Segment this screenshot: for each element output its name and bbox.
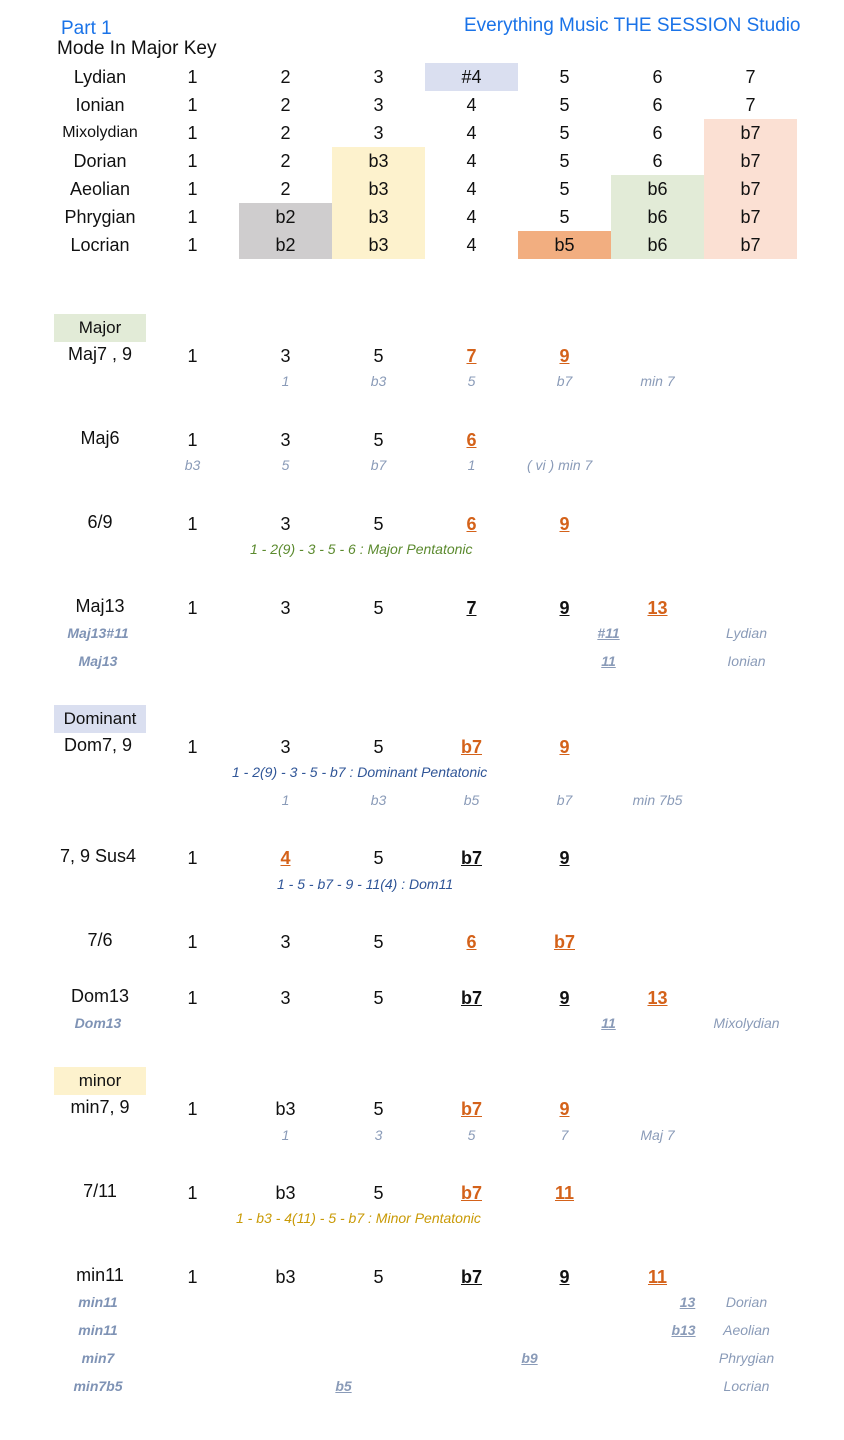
variant-mode: Ionian [727,653,766,669]
mode-degree-cell: #4 [425,63,518,91]
chord-tone: 1 [187,514,198,534]
mode-degree-cell: 3 [373,67,384,87]
chord-variant: Maj13#11 [67,625,129,641]
scale-note: 1 - b3 - 4(11) - 5 - b7 : Minor Pentatonic [236,1210,481,1226]
mode-name: Locrian [70,235,130,255]
chord-tone: 3 [280,598,291,618]
chord-tone-ext: 6 [466,430,477,450]
relative-chord: Maj 7 [640,1127,675,1143]
chord-tone: b3 [275,1267,296,1287]
relative-degree: 5 [281,457,290,473]
variant-mode: Dorian [725,1294,768,1310]
scale-note: 1 - 2(9) - 3 - 5 - 6 : Major Pentatonic [250,541,473,557]
chord-tone: 1 [187,848,198,868]
relative-chord: ( vi ) min 7 [527,457,593,473]
chord-name: 7/11 [83,1181,117,1201]
relative-degree: b7 [556,373,573,389]
mode-degree-cell: b3 [332,147,425,175]
chord-variant: min11 [78,1294,118,1310]
mode-degree-cell: b7 [704,119,797,147]
mode-degree-cell: 3 [373,123,384,143]
scale-note: 1 - 5 - b7 - 9 - 11(4) : Dom11 [277,876,454,892]
mode-degree-cell: b6 [611,175,704,203]
mode-degree-cell: b7 [704,203,797,231]
mode-name: Phrygian [64,207,136,227]
chord-tone-ext: 7 [466,346,477,366]
chord-tone-ext: b7 [460,737,482,757]
mode-name: Aeolian [69,179,131,199]
chord-tone-ext: b7 [553,932,575,952]
mode-degree-cell: b5 [518,231,611,259]
chord-tone: 5 [373,1099,384,1119]
chord-name: Maj13 [75,596,125,616]
relative-degree: b3 [370,373,387,389]
chord-variant: min11 [78,1322,118,1338]
variant-extension: 13 [679,1294,696,1310]
chord-tone-ext: 9 [559,346,570,366]
brand-title: Everything Music THE SESSION Studio [464,15,801,36]
chord-name: 7, 9 Sus4 [59,846,137,866]
mode-degree-cell: 5 [559,151,570,171]
mode-degree-cell: 1 [187,123,198,143]
chord-tone: 3 [280,737,291,757]
chord-name: min7, 9 [70,1097,130,1117]
variant-mode: Aeolian [723,1322,770,1338]
mode-degree-cell: 1 [187,179,198,199]
chord-tone-ext: 13 [647,598,668,618]
variant-extension: b5 [335,1378,352,1394]
chord-tone: 3 [280,988,291,1008]
mode-degree-cell: 7 [745,67,756,87]
chord-tone-ext: 9 [559,514,570,534]
chord-tone: 5 [373,1267,384,1287]
mode-degree-cell: 2 [280,95,291,115]
chord-name: Dom13 [70,986,130,1006]
chord-tone-ext: 6 [466,514,477,534]
chord-tone: 5 [373,514,384,534]
mode-degree-cell: 5 [559,67,570,87]
mode-degree-cell: 2 [280,179,291,199]
variant-mode: Lydian [725,625,767,641]
chord-tone-ext: 9 [559,737,570,757]
chord-tone: 5 [373,737,384,757]
mode-name: Lydian [73,67,127,87]
chord-tone: 5 [373,598,384,618]
variant-mode: Mixolydian [713,1015,780,1031]
mode-degree-cell: 5 [559,95,570,115]
variant-extension: b9 [521,1350,538,1366]
variant-extension: 11 [601,653,616,669]
mode-degree-cell: 4 [466,151,477,171]
relative-chord: min 7 [640,373,675,389]
chord-tone-ext: 9 [559,848,570,868]
variant-extension: #11 [597,625,620,641]
chord-name: Maj6 [80,428,120,448]
relative-degree: 5 [467,373,476,389]
chord-tone: 5 [373,346,384,366]
mode-degree-cell: 6 [652,123,663,143]
mode-degree-cell: 1 [187,67,198,87]
variant-mode: Phrygian [718,1350,775,1366]
chord-tone-ext: 9 [559,1267,570,1287]
mode-degree-cell: b7 [704,231,797,259]
chord-tone: b3 [275,1099,296,1119]
chord-tone: 1 [187,430,198,450]
chord-tone-ext: 9 [559,1099,570,1119]
chord-name: 6/9 [87,512,113,532]
chord-variant: min7b5 [73,1378,123,1394]
mode-degree-cell: 6 [652,67,663,87]
chord-name: Dom7, 9 [63,735,133,755]
chord-tone-ext: 7 [466,598,477,618]
chord-tone: 1 [187,1267,198,1287]
mode-degree-cell: 6 [652,95,663,115]
chord-tone: 1 [187,988,198,1008]
variant-mode: Locrian [723,1378,770,1394]
mode-degree-cell: b3 [332,231,425,259]
mode-degree-cell: b7 [704,175,797,203]
chord-tone: 3 [280,514,291,534]
mode-degree-cell: 4 [466,179,477,199]
chord-tone-ext: 11 [554,1183,575,1203]
mode-degree-cell: 7 [745,95,756,115]
relative-degree: 1 [281,373,290,389]
section-dominant: Dominant [54,705,146,733]
relative-degree: b3 [184,457,201,473]
relative-degree: b3 [370,792,387,808]
chord-tone: 5 [373,988,384,1008]
chord-tone-ext: b7 [460,848,482,868]
relative-degree: 7 [560,1127,569,1143]
chord-tone: 1 [187,932,198,952]
chord-tone-ext: b7 [460,1099,482,1119]
chord-tone-ext: b7 [460,988,482,1008]
mode-degree-cell: 2 [280,67,291,87]
chord-tone: 3 [280,430,291,450]
section-major: Major [54,314,146,342]
chord-tone-ext: 4 [280,848,291,868]
mode-degree-cell: 6 [652,151,663,171]
mode-degree-cell: b7 [704,147,797,175]
chord-tone: 1 [187,1099,198,1119]
mode-degree-cell: 3 [373,95,384,115]
mode-name: Mixolydian [62,124,138,141]
chord-tone: 1 [187,346,198,366]
mode-degree-cell: b3 [332,175,425,203]
relative-degree: b5 [463,792,480,808]
chord-tone-ext: b7 [460,1183,482,1203]
relative-degree: 1 [281,1127,290,1143]
mode-degree-cell: 4 [466,235,477,255]
mode-degree-cell: 1 [187,235,198,255]
chord-name: min11 [76,1265,124,1285]
chord-name: 7/6 [87,930,113,950]
chord-variant: min7 [81,1350,115,1366]
mode-degree-cell: 1 [187,95,198,115]
chord-variant: Dom13 [74,1015,122,1031]
modes-title: Mode In Major Key [57,38,217,59]
mode-degree-cell: b2 [239,231,332,259]
chord-tone: 5 [373,848,384,868]
section-minor: minor [54,1067,146,1095]
chord-tone: 1 [187,737,198,757]
chord-tone-ext: 11 [647,1267,668,1287]
variant-extension: b13 [671,1322,696,1338]
mode-degree-cell: 5 [559,179,570,199]
mode-degree-cell: b6 [611,203,704,231]
chord-tone: 3 [280,932,291,952]
mode-degree-cell: 1 [187,151,198,171]
mode-degree-cell: 5 [559,207,570,227]
chord-tone-ext: 6 [466,932,477,952]
chord-tone: 5 [373,430,384,450]
chord-tone: 3 [280,346,291,366]
chord-tone: 5 [373,932,384,952]
chord-name: Maj7 , 9 [67,344,133,364]
chord-tone-ext: b7 [460,1267,482,1287]
chord-tone-ext: 9 [559,598,570,618]
relative-degree: 5 [467,1127,476,1143]
relative-degree: b7 [370,457,387,473]
chord-tone: 1 [187,598,198,618]
chord-tone-ext: 9 [559,988,570,1008]
mode-degree-cell: 2 [280,151,291,171]
variant-extension: 11 [601,1015,616,1031]
mode-degree-cell: 1 [187,207,198,227]
mode-degree-cell: b2 [239,203,332,231]
mode-degree-cell: b3 [332,203,425,231]
relative-degree: b7 [556,792,573,808]
chord-tone-ext: 13 [647,988,668,1008]
chord-tone: 1 [187,1183,198,1203]
relative-degree: 1 [281,792,290,808]
mode-degree-cell: b6 [611,231,704,259]
relative-degree: 1 [467,457,476,473]
mode-degree-cell: 4 [466,95,477,115]
relative-chord: min 7b5 [632,792,683,808]
chord-variant: Maj13 [78,653,118,669]
mode-name: Dorian [73,151,127,171]
scale-note: 1 - 2(9) - 3 - 5 - b7 : Dominant Pentatonic [232,764,488,780]
mode-degree-cell: 4 [466,207,477,227]
relative-degree: 3 [374,1127,383,1143]
chord-tone: b3 [275,1183,296,1203]
mode-degree-cell: 4 [466,123,477,143]
mode-degree-cell: 2 [280,123,291,143]
part-label: Part 1 [61,18,112,39]
chord-tone: 5 [373,1183,384,1203]
mode-degree-cell: 5 [559,123,570,143]
mode-name: Ionian [75,95,125,115]
